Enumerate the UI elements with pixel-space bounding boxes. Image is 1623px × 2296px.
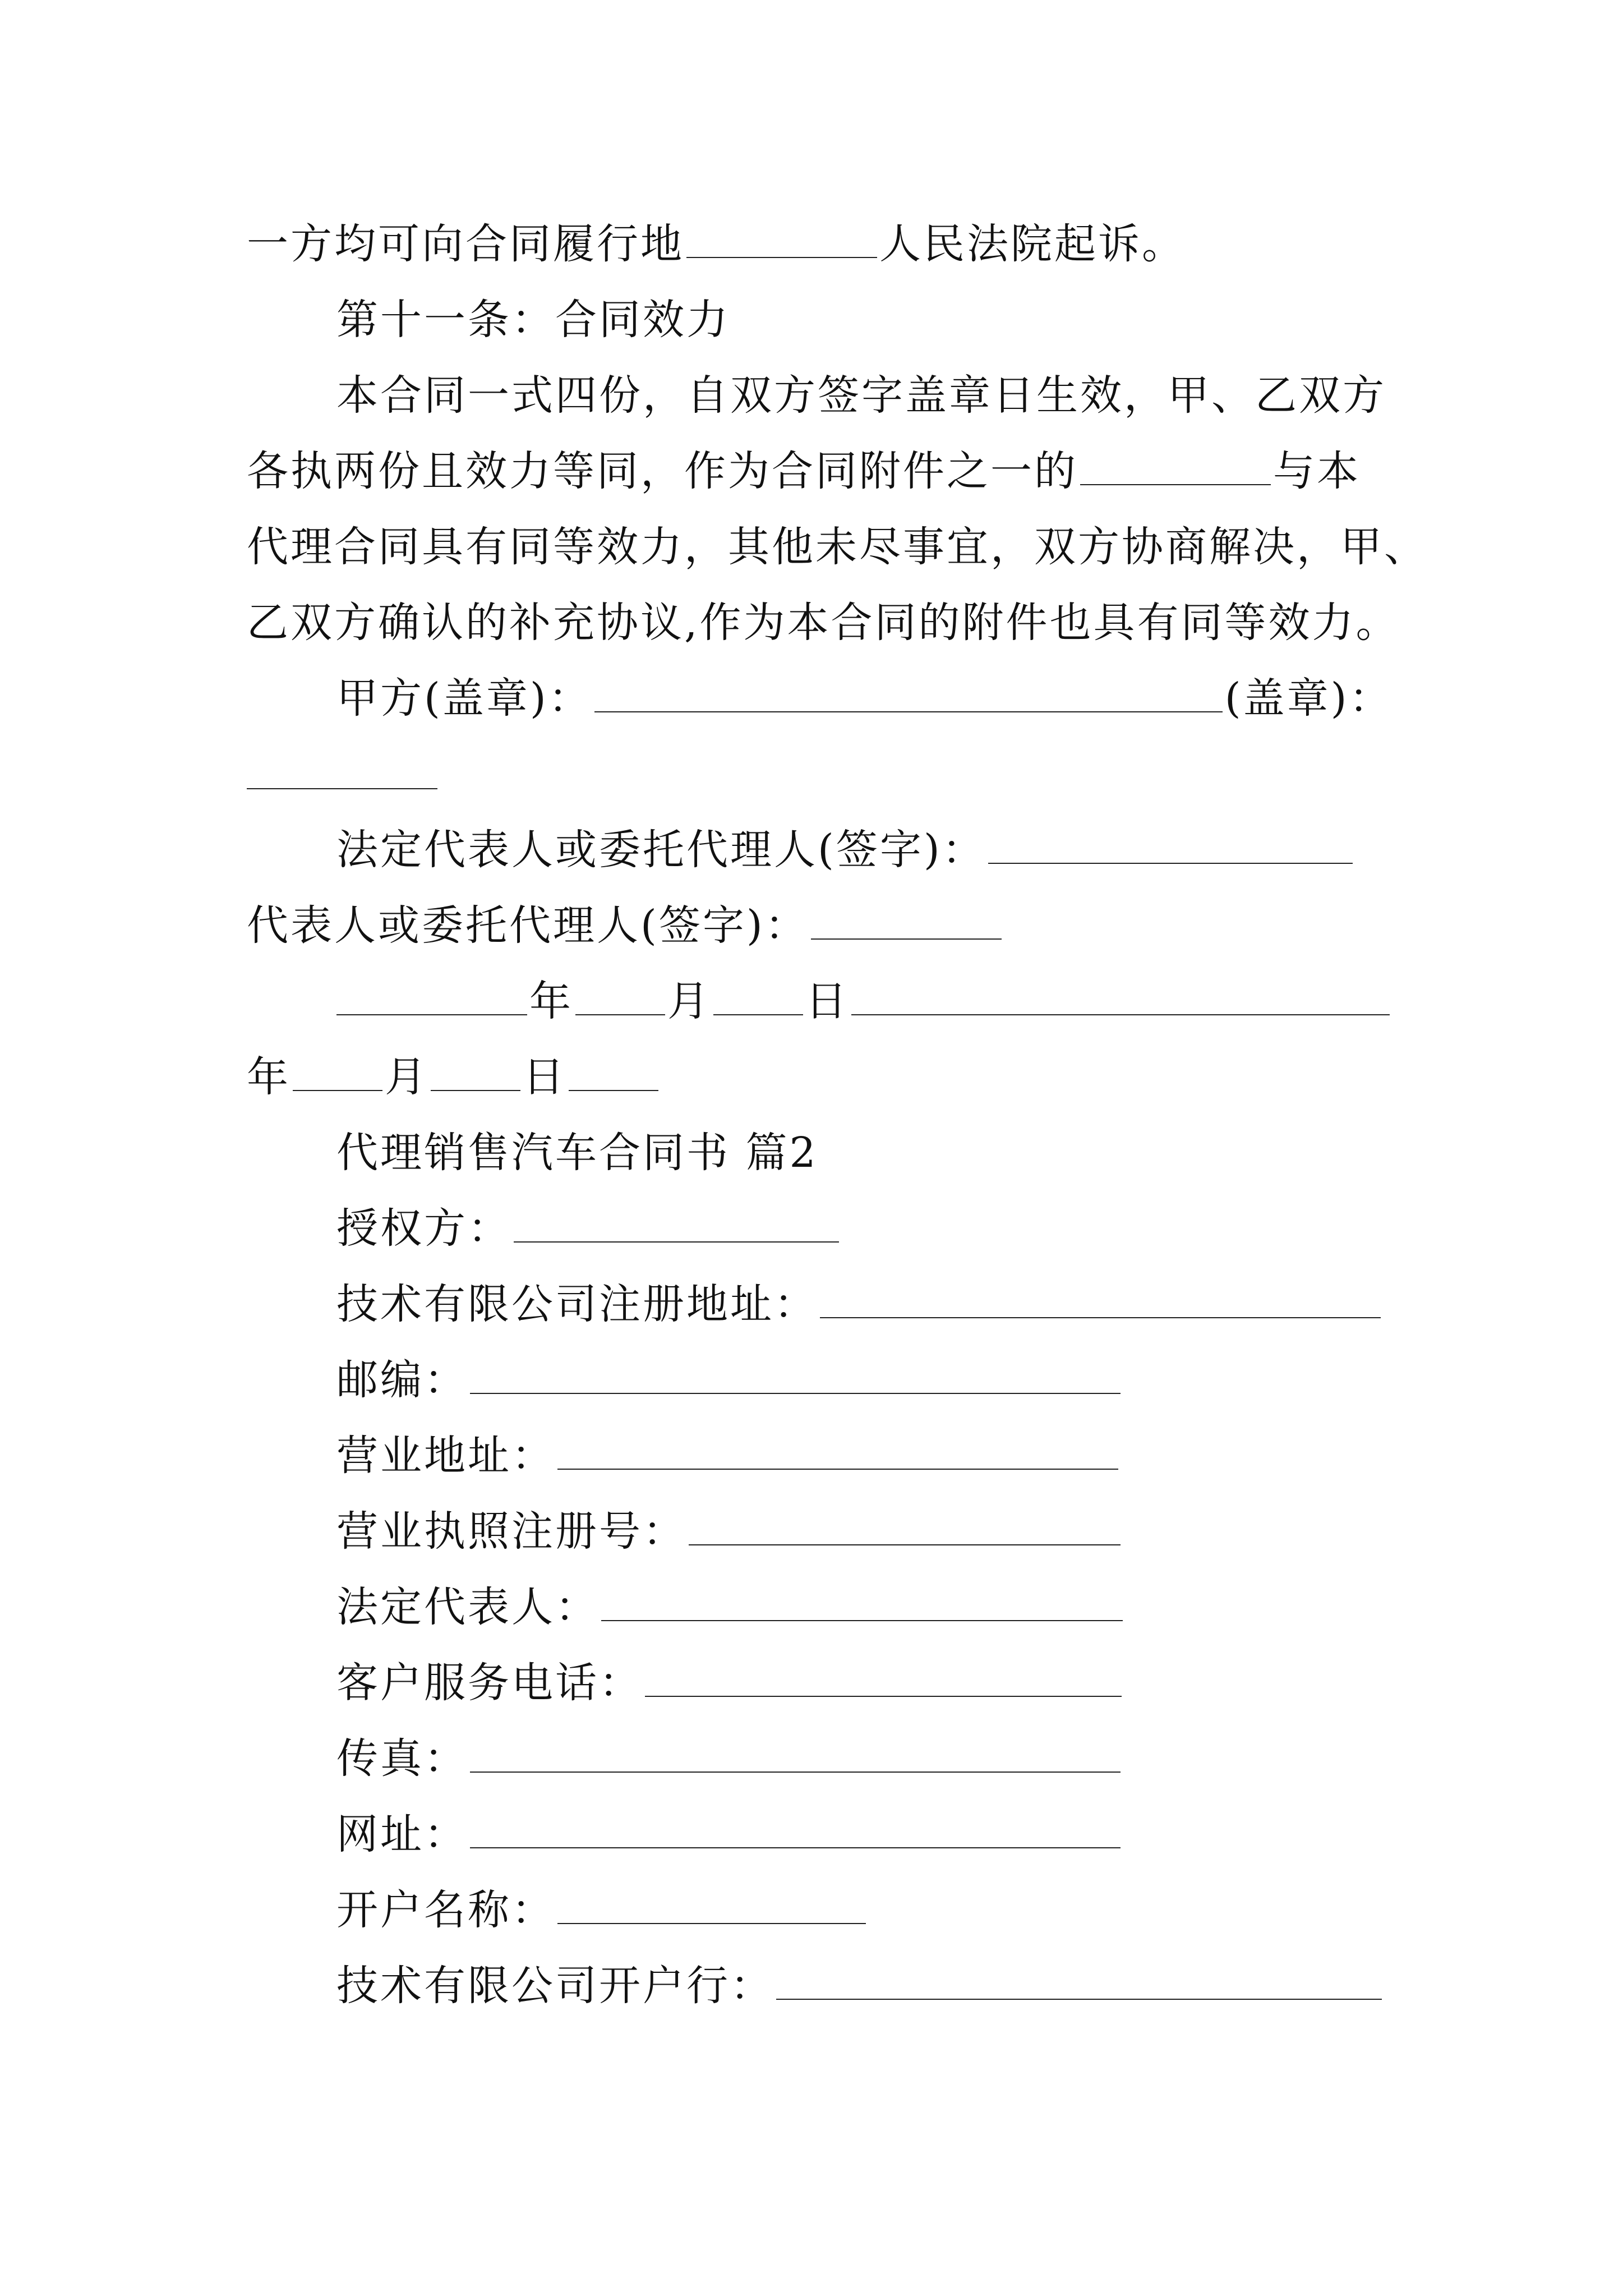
month-a-blank xyxy=(575,1003,665,1015)
field-license-no-label: 营业执照注册号： xyxy=(336,1507,686,1556)
field-fax-label: 传真： xyxy=(336,1734,468,1783)
article-11-line-1: 本合同一式四份，自双方签字盖章日生效，甲、乙双方 xyxy=(336,371,1386,420)
field-reg-address-label: 技术有限公司注册地址： xyxy=(336,1280,818,1328)
party-a-seal-label: 甲方(盖章)： xyxy=(336,674,592,723)
field-bank-label: 技术有限公司开户行： xyxy=(336,1962,774,2010)
field-biz-address-label: 营业地址： xyxy=(336,1432,555,1480)
month-b-label: 月 xyxy=(385,1053,428,1101)
field-license-no xyxy=(336,1492,1123,1571)
field-grantor xyxy=(336,1189,841,1268)
party-seal-line xyxy=(336,659,1393,738)
day-b-blank xyxy=(431,1079,520,1091)
field-service-phone-blank xyxy=(645,1685,1122,1697)
section-2-title: 代理销售汽车合同书 篇2 xyxy=(336,1129,818,1177)
day-b-label: 日 xyxy=(523,1053,566,1101)
field-reg-address-blank xyxy=(820,1306,1381,1318)
rep-a-blank xyxy=(988,852,1353,864)
field-website-blank xyxy=(470,1836,1121,1848)
date-line-a xyxy=(336,962,1392,1041)
day-b-trailing-blank xyxy=(569,1079,658,1091)
party-b-seal-label: (盖章)： xyxy=(1224,674,1393,723)
field-website xyxy=(336,1795,1123,1874)
month-b-blank xyxy=(293,1079,382,1091)
field-legal-rep-label: 法定代表人： xyxy=(336,1583,599,1631)
day-a-blank xyxy=(713,1003,803,1015)
field-postcode-label: 邮编： xyxy=(336,1356,468,1404)
article-11-heading: 第十一条：合同效力 xyxy=(336,296,730,344)
rep-a-line xyxy=(336,811,1355,889)
field-account-name-label: 开户名称： xyxy=(336,1886,555,1934)
day-a-label: 日 xyxy=(805,977,849,1025)
field-legal-rep xyxy=(336,1568,1125,1646)
field-reg-address xyxy=(336,1265,1383,1343)
field-service-phone xyxy=(336,1644,1124,1722)
field-bank-blank xyxy=(776,1987,1382,2000)
rep-b-label: 代表人或委托代理人(签字)： xyxy=(247,901,809,950)
year-a-blank xyxy=(336,1003,527,1015)
party-b-seal-blank xyxy=(247,788,437,789)
field-postcode xyxy=(336,1341,1123,1419)
field-service-phone-label: 客户服务电话： xyxy=(336,1659,643,1707)
field-bank xyxy=(336,1947,1384,2025)
year-b-blank xyxy=(851,1003,1390,1015)
field-biz-address-blank xyxy=(557,1457,1118,1470)
party-a-seal-blank xyxy=(594,700,1223,712)
article-11-line-4: 乙双方确认的补充协议,作为本合同的附件也具有同等效力。 xyxy=(247,599,1400,647)
field-license-no-blank xyxy=(689,1533,1121,1545)
month-a-label: 月 xyxy=(667,977,711,1025)
field-fax xyxy=(336,1719,1123,1798)
jurisdiction-clause xyxy=(247,205,1186,283)
field-website-label: 网址： xyxy=(336,1810,468,1858)
article-11-line-2b: 与本 xyxy=(1273,447,1361,495)
rep-b-blank xyxy=(811,927,1002,940)
field-biz-address xyxy=(336,1416,1121,1495)
article-11-line-2a: 各执两份且效力等同，作为合同附件之一的 xyxy=(247,447,1078,495)
field-grantor-label: 授权方： xyxy=(336,1204,511,1253)
year-a-label: 年 xyxy=(529,977,573,1025)
article-11-line-2 xyxy=(247,432,1361,510)
article-11-line-3: 代理合同具有同等效力，其他未尽事宜，双方协商解决，甲、 xyxy=(247,523,1428,571)
field-account-name-blank xyxy=(557,1912,866,1924)
field-postcode-blank xyxy=(470,1382,1121,1394)
rep-b-line xyxy=(247,886,1004,965)
rep-a-label: 法定代表人或委托代理人(签字)： xyxy=(336,826,986,874)
year-b-label: 年 xyxy=(247,1053,291,1101)
attachment-blank xyxy=(1080,473,1271,485)
field-legal-rep-blank xyxy=(601,1609,1123,1621)
field-fax-blank xyxy=(470,1760,1121,1773)
jurisdiction-text-b: 人民法院起诉。 xyxy=(879,220,1186,268)
date-line-b xyxy=(247,1038,661,1116)
field-account-name xyxy=(336,1871,868,1949)
jurisdiction-text-a: 一方均可向合同履行地 xyxy=(247,220,684,268)
field-grantor-blank xyxy=(514,1230,839,1243)
jurisdiction-blank xyxy=(686,246,877,258)
